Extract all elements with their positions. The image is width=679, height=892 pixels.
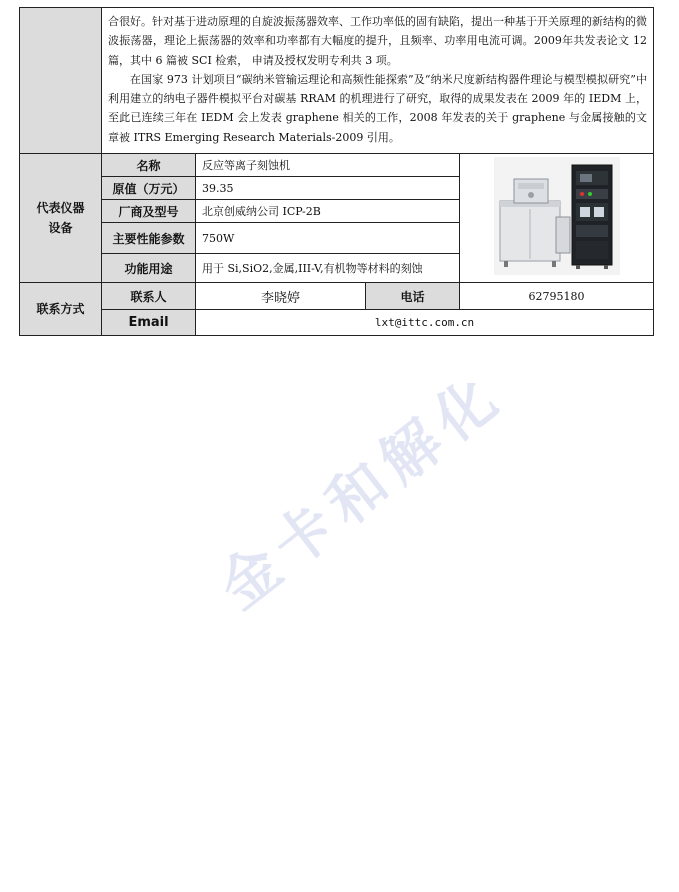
contact-email-label: Email bbox=[102, 310, 196, 336]
equipment-usage-label: 功能用途 bbox=[102, 254, 196, 283]
intro-paragraph-2: 在国家 973 计划项目“碳纳米管输运理论和高频性能探索”及“纳米尺度新结构器件理论与模型模拟研究”中利用建立的纳电子器件模拟平台对碳基 RRAM 的机理进行了研究，取得的成果发表在 2009 年的 IEDM 上，至此已连续三年在 IEDM 会上发表 graphene 相关的工作，2008 年发表的关于 graphene 与金属接触的文章被 ITRS Emerging Research Materials-2009 引用。 bbox=[108, 72, 648, 144]
equipment-price-label: 原值（万元） bbox=[102, 177, 196, 200]
intro-row bbox=[20, 8, 654, 154]
equipment-row-name bbox=[20, 154, 654, 177]
contact-person-label: 联系人 bbox=[102, 283, 196, 310]
equipment-label-line2: 设备 bbox=[48, 221, 73, 235]
document-sheet bbox=[19, 7, 653, 336]
equipment-name-label: 名称 bbox=[102, 154, 196, 177]
equipment-price-value: 39.35 bbox=[196, 177, 460, 200]
equipment-name-value: 反应等离子刻蚀机 bbox=[196, 154, 460, 177]
contact-row-email bbox=[20, 310, 654, 336]
equipment-usage-value: 用于 Si,SiO2,金属,III-V,有机物等材料的刻蚀 bbox=[196, 254, 460, 283]
equipment-params-label: 主要性能参数 bbox=[102, 223, 196, 254]
contact-section-label: 联系方式 bbox=[20, 283, 102, 336]
contact-email-value[interactable]: lxt@ittc.com.cn bbox=[196, 310, 654, 336]
etching-machine-photo bbox=[494, 157, 620, 275]
equipment-params-value: 750W bbox=[196, 223, 460, 254]
equipment-photo-cell bbox=[460, 154, 654, 283]
equipment-label-line1: 代表仪器 bbox=[36, 201, 85, 215]
equipment-model-label: 厂商及型号 bbox=[102, 200, 196, 223]
info-table bbox=[19, 7, 654, 336]
watermark-text: 金卡和解化 bbox=[206, 359, 517, 623]
contact-phone-value: 62795180 bbox=[460, 283, 654, 310]
equipment-model-value: 北京创威纳公司 ICP-2B bbox=[196, 200, 460, 223]
equipment-section-label bbox=[20, 154, 102, 283]
contact-row-person bbox=[20, 283, 654, 310]
contact-person-value: 李晓婷 bbox=[196, 283, 366, 310]
intro-paragraph-1: 合很好。针对基于进动原理的自旋波振荡器效率、工作功率低的固有缺陷，提出一种基于开关原理的新结构的微波振荡器，理论上振荡器的效率和功率都有大幅度的提升，且频率、功率用电流可调。2009年共发表论文 12 篇，其中 6 篇被 SCI 检索， 申请及授权发明专利共 3 项。 bbox=[108, 15, 648, 67]
contact-phone-label: 电话 bbox=[366, 283, 460, 310]
intro-text-cell bbox=[102, 8, 654, 154]
intro-side-cell bbox=[20, 8, 102, 154]
